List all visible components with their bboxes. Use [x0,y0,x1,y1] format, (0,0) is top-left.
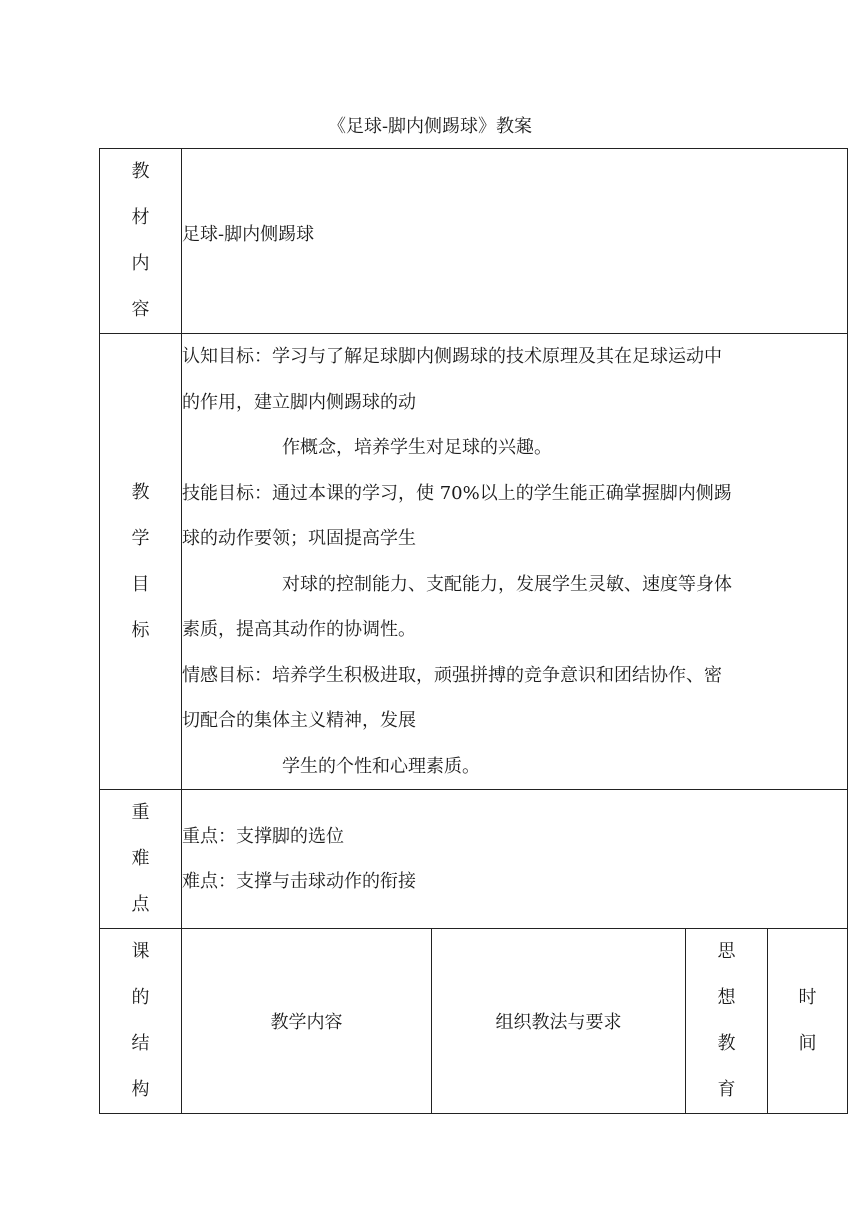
key-point-line: 重点：支撑脚的选位 [182,826,344,847]
label-lesson-structure: 课 的 结 构 [100,929,182,1114]
goal-line: 的作用，建立脚内侧踢球的动 [182,391,416,413]
goal-line: 对球的控制能力、支配能力，发展学生灵敏、速度等身体 [282,573,732,595]
header-ideological-education: 思 想 教 育 [686,929,768,1114]
header-method-requirements: 组织教法与要求 [432,929,686,1114]
goal-line: 学生的个性和心理素质。 [282,755,480,777]
label-teaching-goals: 教 学 目 标 [100,334,182,790]
document-title: 《足球-脚内侧踢球》教案 [327,116,533,137]
lesson-plan-table [99,148,848,1114]
label-teaching-material: 教 材 内 容 [100,149,182,334]
label-key-difficult-points: 重 难 点 [100,790,182,929]
header-time: 时 间 [768,929,848,1114]
goal-line: 素质，提高其动作的协调性。 [182,619,416,640]
goal-line: 认知目标：学习与了解足球脚内侧踢球的技术原理及其在足球运动中 [182,346,722,367]
goal-line: 切配合的集体主义精神，发展 [182,710,416,731]
row-key-difficult-points [100,790,848,929]
row-teaching-goals [100,334,848,790]
row-teaching-material [100,149,848,334]
goal-line: 技能目标：通过本课的学习，使 70%以上的学生能正确掌握脚内侧踢 [182,482,732,504]
cell-key-difficult-points [182,790,848,929]
goal-line: 作概念，培养学生对足球的兴趣。 [282,437,552,458]
header-teaching-content: 教学内容 [182,929,432,1114]
cell-teaching-material [182,149,848,334]
cell-teaching-goals [182,334,848,790]
goal-line: 球的动作要领；巩固提高学生 [182,528,416,549]
difficult-point-line: 难点：支撑与击球动作的衔接 [182,871,416,892]
row-lesson-structure [100,929,848,1114]
goal-line: 情感目标：培养学生积极进取，顽强拼搏的竞争意识和团结协作、密 [182,664,722,686]
teaching-material-text: 足球-脚内侧踢球 [182,224,315,245]
